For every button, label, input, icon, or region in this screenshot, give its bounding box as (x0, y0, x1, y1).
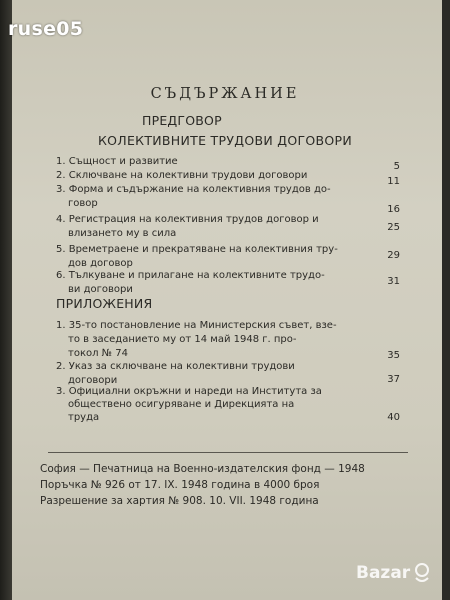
toc-item-4: 4. Регистрация на колективния трудов договор и (56, 214, 319, 225)
toc-item-5-cont: дов договор (68, 258, 133, 269)
appendix-page-2: 37 (387, 374, 400, 385)
appendix-page-3: 40 (387, 412, 400, 423)
bazar-logo-smile (416, 578, 428, 581)
imprint-line-2: Поръчка № 926 от 17. IX. 1948 година в 4000 броя (40, 479, 320, 491)
toc-item-3-cont: говор (68, 198, 98, 209)
toc-item-6: 6. Тълкуване и прилагане на колективните трудо- (56, 270, 325, 281)
appendix-item-1-cont1: то в заседанието му от 14 май 1948 г. про- (68, 334, 297, 345)
appendix-heading: ПРИЛОЖЕНИЯ (56, 296, 153, 311)
bazar-logo (352, 554, 442, 594)
appendix-item-2-cont: договори (68, 375, 118, 386)
divider-rule (48, 452, 408, 453)
toc-item-6-cont: ви договори (68, 284, 133, 295)
toc-item-3: 3. Форма и съдържание на колективния трудов до- (56, 184, 331, 195)
toc-page-5: 29 (387, 250, 400, 261)
appendix-item-3: 3. Официални окръжни и нареди на Института за (56, 386, 322, 397)
appendix-item-3-cont2: труда (68, 412, 100, 423)
part-title: КОЛЕКТИВНИТЕ ТРУДОВИ ДОГОВОРИ (97, 133, 353, 148)
toc-page-1: 5 (393, 161, 400, 172)
watermark: ruse05 (8, 18, 84, 40)
toc-page-4: 25 (387, 222, 400, 233)
bazar-logo-text: Bazar (356, 563, 411, 583)
imprint-line-3: Разрешение за хартия № 908. 10. VII. 1948 година (40, 495, 319, 507)
toc-page-2: 11 (387, 176, 400, 187)
contents-title: СЪДЪРЖАНИЕ (150, 86, 300, 102)
appendix-item-1-cont2: токол № 74 (68, 348, 128, 359)
appendix-item-2: 2. Указ за сключване на колективни трудови (56, 361, 295, 372)
toc-page-6: 31 (387, 276, 400, 287)
appendix-item-1: 1. 35-то постановление на Министерския съвет, взе- (56, 320, 337, 331)
toc-item-2: 2. Сключване на колективни трудови договори (56, 170, 308, 181)
toc-page-3: 16 (387, 204, 400, 215)
appendix-page-1: 35 (387, 350, 400, 361)
toc-item-4-cont: влизането му в сила (68, 228, 177, 239)
appendix-item-3-cont1: обществено осигуряване и Дирекцията на (68, 399, 295, 410)
toc-item-5: 5. Времетраене и прекратяване на колективния тру- (56, 244, 338, 255)
toc-item-1: 1. Същност и развитие (56, 156, 178, 167)
bazar-logo-circle (416, 564, 428, 576)
imprint-line-1: София — Печатница на Военно-издателския фонд — 1948 (40, 463, 365, 475)
preface-heading: ПРЕДГОВОР (142, 113, 222, 128)
